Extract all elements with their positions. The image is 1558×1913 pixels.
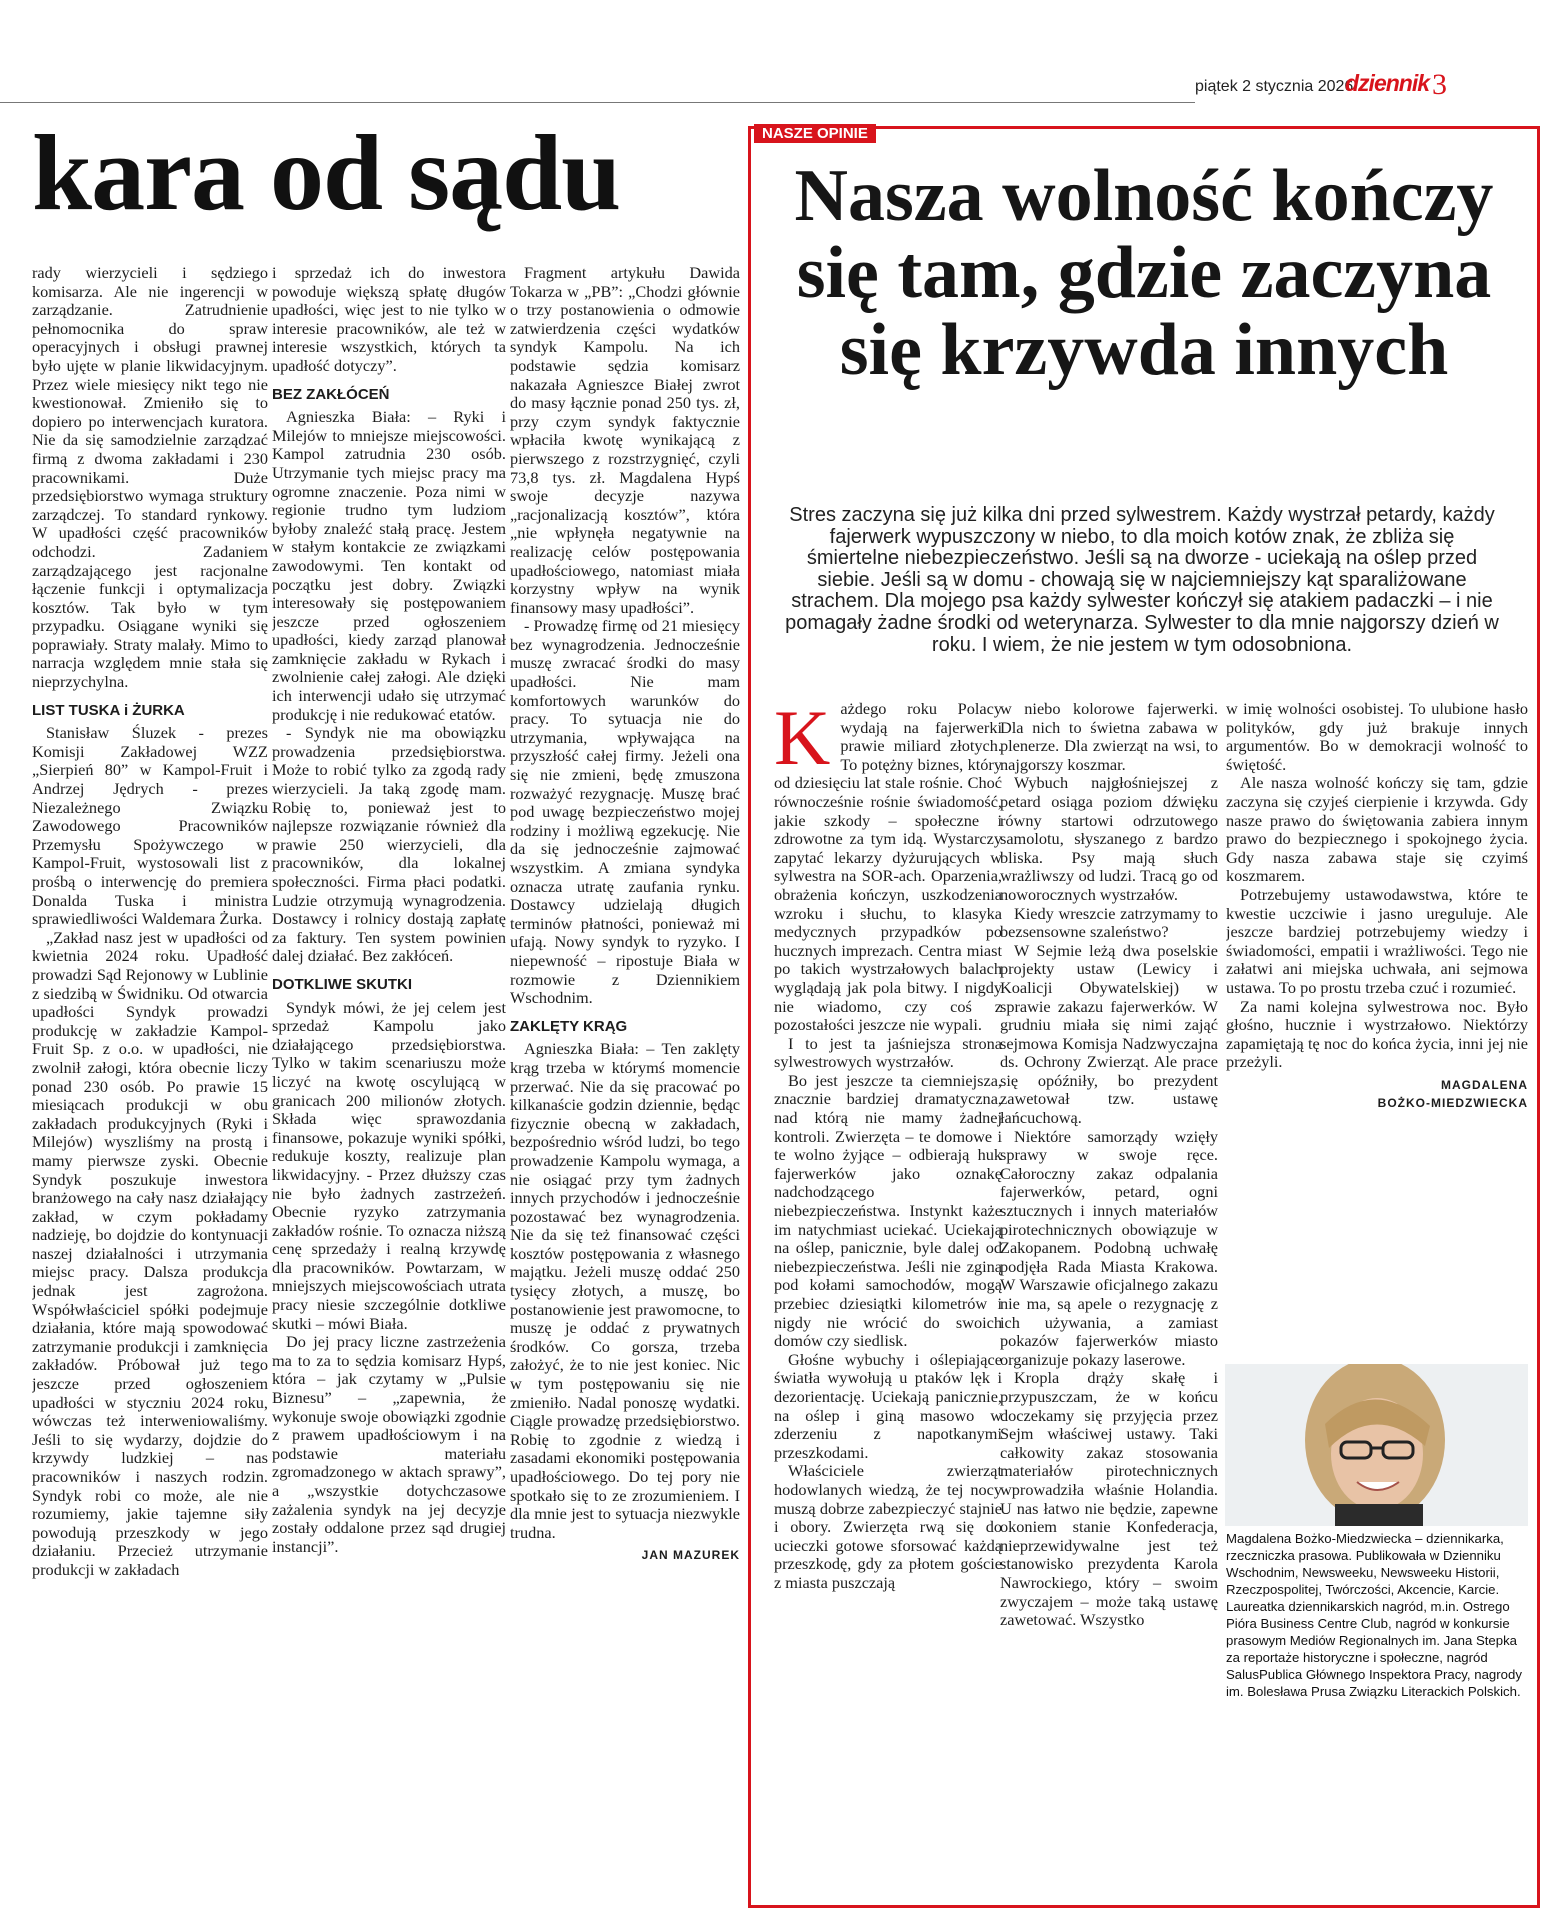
paragraph: Właściciele zwierząt hodowlanych wiedzą, że tej nocy muszą dobrze zabezpieczyć stajnie i obory. Zwierzęta rwą się do ucieczki gotowe sforsować każdą przeszkodę, gdy za płotem goście z miasta puszczają (774, 1461, 1002, 1592)
author-signature: JAN MAZUREK (641, 1548, 740, 1563)
paragraph: Wybuch najgłośniejszej z petard osiąga poziom dźwięku równy startowi odrzutowego samolotu, słyszanego z bardzo bliska. Psy mają słuch wrażliwszy od ludzi. Tracą go od noworocznych wystrzałów. (1000, 773, 1218, 904)
section-heading: ZAKLĘTY KRĄG (510, 1017, 628, 1035)
paragraph: Kiedy wreszcie zatrzymamy to bezsensowne szaleństwo? (1000, 903, 1218, 942)
paragraph: w niebo kolorowe fajerwerki. Dla nich to świetna zabawa w plenerze. Dla zwierząt na wsi, to najgorszy koszmar. (1000, 700, 1218, 774)
paragraph: Kropla drąży skałę i przypuszczam, że w końcu doczekamy się przyjęcia przez Sejm właściwej ustawy. Taki całkowity zakaz stosowania materiałów pirotechnicznych wprowadziła właśnie Holandia. U nas łatwo nie będzie, zapewne okoniem stanie Konfederacja, nieprzewidywalne jest też stanowisko prezydenta Karola Nawrockiego, który – swoim zwyczajem – może taką ustawę zawetować. Wszystko (1000, 1368, 1218, 1630)
paragraph: Ale nasza wolność kończy się tam, gdzie zaczyna się czyjeś cierpienie i krzywda. Gdy nasze prawo do świętowania zabiera innym prawo do bezpiecznego i spokojnego życia. Gdy nasza zabawa staje się czyimś koszmarem. (1226, 773, 1528, 886)
author-photo (1225, 1364, 1528, 1526)
paragraph: i sprzedaż ich do inwestora powoduje większą spłatę długów upadłości, więc jest to nie tylko w interesie pracowników, ale też w interesie wszystkich, których ta upadłość dotyczy”. (272, 264, 506, 375)
page-number: 3 (1432, 68, 1447, 101)
newspaper-logo: dziennik (1345, 70, 1430, 96)
paragraph: - Syndyk nie ma obowiązku prowadzenia przedsiębiorstwa. Może to robić tylko za zgodą rady wierzycieli. Ja taką zgodę mam. Robię to, ponieważ jest to najlepsze rozwiązanie również dla prawie 250 wierzycieli, dla pracowników, dla lokalnej społeczności. Firma płaci podatki. Ludzie otrzymują wynagrodzenia. Dostawcy i rolnicy dostają zapłatę za faktury. Ten system powinien dalej działać. Bez zakłóceń. (272, 723, 506, 966)
paragraph: Stanisław Śluzek - prezes Komisji Zakładowej WZZ „Sierpień 80” w Kampol-Fruit i Andrzej Jędrych - prezes Niezależnego Związku Zawodowego Pracowników Przemysłu Spożywczego w Kampol-Fruit, wystosowali list z prośbą o interwencję do premiera Donalda Tuska i ministra sprawiedliwości Waldemara Żurka. (32, 723, 268, 929)
section-heading: LIST TUSKA i ŻURKA (32, 701, 185, 719)
paragraph: Do jej pracy liczne zastrzeżenia ma to za to sędzia komisarz Hypś, która – jak czytamy w „Pulsie Biznesu” – „zapewnia, że wykonuje swoje obowiązki zgodnie z prawem upadłościowym i na podstawie materiału zgromadzonego w aktach sprawy”, a „wszystkie dotychczasowe zażalenia syndyk na jej decyzje zostały oddalone przez sąd drugiej instancji”. (272, 1332, 506, 1556)
header-rule (0, 102, 1195, 103)
left-article-column-2 (272, 264, 506, 1908)
left-article-column-3 (510, 264, 740, 1908)
paragraph: Bo jest jeszcze ta ciemniejsza, znacznie bardziej dramatyczna, nad którą nie mamy żadnej kontroli. Zwierzęta – te domowe i te wolno żyjące – odbierają huk fajerwerków jako oznakę nadchodzącego niebezpieczeństwa. Instynkt każe im natychmiast uciekać. Uciekają na oślep, panicznie, byle dalej od niebezpieczeństwa. Jeśli nie zginą pod kołami samochodów, mogą przebiec dziesiątki kilometrów i nigdy nie wrócić do swoich domów czy siedlisk. (774, 1070, 1002, 1351)
opinion-headline: Nasza wolność kończy się tam, gdzie zaczyna się krzywda innych (794, 155, 1494, 391)
paragraph (774, 700, 1002, 1035)
opinion-column-1 (774, 700, 1002, 1898)
paragraph: Potrzebujemy ustawodawstwa, które te kwestie uczciwie i jasno ureguluje. Ale jeszcze bardziej potrzebujemy wiedzy i świadomości, empatii i wrażliwości. Tego nie załatwi ani miejska uchwała, ani sejmowa ustawa. To po prostu trzeba czuć i rozumieć. (1226, 884, 1528, 997)
paragraph: Niektóre samorządy wzięły sprawy w swoje ręce. Całoroczny zakaz odpalania fajerwerków, petard, ogni sztucznych i innych materiałów pirotechnicznych obowiązuje w Zakopanem. Podobną uchwałę podjęła Rada Miasta Krakowa. W Warszawie oficjalnego zakazu nie ma, są apele o rezygnację z ich używania, a zamiast pokazów fajerwerków miasto organizuje pokazy laserowe. (1000, 1126, 1218, 1369)
author-name: MAGDALENA (1441, 1077, 1528, 1092)
paragraph: „Zakład nasz jest w upadłości od kwietnia 2024 roku. Upadłość prowadzi Sąd Rejonowy w Lublinie z siedzibą w Świdniku. Od otwarcia upadłości Syndyk prowadzi produkcję w zakładzie Kampol-Fruit Sp. z o.o. w upadłości, nie zwolnił załogi, która obecnie liczy ponad 230 osób. Po prawie 15 miesiącach produkcji w obu zakładach produkcyjnych (Ryki i Milejów) wyszliśmy na prostą i mamy pierwsze zyski. Obecnie Syndyk poszukuje inwestora branżowego na cały nasz działający zakład, w czym pokładamy nadzieję, bo dojdzie do kontynuacji naszej działalności i utrzymania miejsc pracy. Dalsza produkcja jednak jest zagrożona. Współwłaściciel spółki podejmuje działania, które mają spowodować zatrzymanie produkcji i zamknięcia zakładów. Próbował już tego jeszcze przed ogłoszeniem upadłości w styczniu 2024 roku, wówczas też interweniowaliśmy. Jeśli to się wydarzy, dojdzie do krzywdy ludzkiej – nas pracowników i naszych rodzin. Syndyk robi co może, ale nie rozumiemy, jakie tajemne siły powodują przeszkody w jego działaniu. Przecież utrzymanie produkcji w zakładach (32, 927, 268, 1579)
paragraph: Fragment artykułu Dawida Tokarza w „PB”: „Chodzi głównie o trzy postanowienia o odmowie zatwierdzenia części wydatków syndyk Kampolu. Na ich podstawie sędzia komisarz nakazała Agnieszce Białej zwrot do masy łącznie ponad 250 tys. zł, przy czym syndyk faktycznie wpłaciła kwotę wynikającą z pierwszego z rozstrzygnięć, czyli 73,8 tys. zł. Magdalena Hypś swoje decyzje nazywa „racjonalizacją kosztów”, która „nie wpłynęła negatywnie na realizację celów postępowania upadłościowego, natomiast miała korzystny wpływ na wynik finansowy masy upadłości”. (510, 264, 740, 617)
paragraph: w imię wolności osobistej. To ulubione hasło polityków, gdy już brakuje innych argumentów. Bo w demokracji wolność to świętość. (1226, 700, 1528, 774)
left-article-headline: kara od sądu (32, 114, 621, 233)
left-article-column-1 (32, 264, 268, 1908)
paragraph: Głośne wybuchy i oślepiające światła wywołują u ptaków lęk i dezorientację. Uciekają panicznie, na oślep i giną masowo w zderzeniu z napotkanymi przeszkodami. (774, 1349, 1002, 1462)
section-heading: BEZ ZAKŁÓCEŃ (272, 385, 390, 403)
paragraph: Agnieszka Biała: – Ryki i Milejów to mniejsze miejscowości. Kampol zatrudnia 230 osób. Utrzymanie tych miejsc pracy ma ogromne znaczenie. Poza nimi w regionie trudno tym ludziom byłoby znaleźć stałą pracę. Jestem w stałym kontakcie ze związkami zawodowymi. Ten kontakt od początku jest dobry. Związki interesowały się postępowaniem jeszcze przed ogłoszeniem upadłości, kiedy zarząd planował zamknięcie zakładu w Rykach i zwolnienie całej załogi. Ale dzięki ich interwencji udało się utrzymać produkcję i nie redukować etatów. (272, 407, 506, 724)
section-badge: NASZE OPINIE (754, 124, 876, 143)
paragraph: I to jest ta jaśniejsza strona sylwestrowych wystrzałów. (774, 1033, 1002, 1072)
author-portrait-image (1225, 1364, 1528, 1526)
paragraph: Agnieszka Biała: – Ten zaklęty krąg trzeba w którymś momencie przerwać. Nie da się pracować po kilkanaście godzin dziennie, będąc fizycznie obecną w zakładach, bezpośrednio wśród ludzi, bo tego prowadzenie Kampolu wymaga, a nie osiągać przy tym żadnych innych przychodów i jednocześnie pozostawać bez wynagrodzenia. Nie da się też finansować części kosztów postępowania z własnego majątku. Jeżeli muszę oddać 250 tysięcy złotych, a muszę, bo postanowienie jest prawomocne, to muszę je oddać z prywatnych środków. Co gorsza, trzeba założyć, że to nie jest koniec. Nic w tym postępowaniu się nie zmieniło. Nadal ponoszę wydatki. Ciągle prowadzę przedsiębiorstwo. Robię to zgodnie z wiedzą i zasadami ekonomiki postępowania upadłościowego. Do tej pory nie spotkało się to ze zrozumieniem. I dla mnie jest to sytuacja niezwykle trudna. (510, 1039, 740, 1542)
paragraph: Syndyk mówi, że jej celem jest sprzedaż Kampolu jako działającego przedsiębiorstwa. Tylko w takim scenariuszu może liczyć na kwotę oscylującą w granicach 200 milionów złotych. Składa więc sprawozdania finansowe, pokazuje wyniki spółki, redukuje koszty, realizuje plan likwidacyjny. - Przez dłuższy czas nie było żadnych zastrzeżeń. Obecnie ryzyko zatrzymania zakładów rośnie. To oznacza niższą cenę sprzedaży i realną krzywdę dla pracowników. Powtarzam, w mniejszych miejscowościach utrata pracy niesie szczególnie dotkliwe skutki – mówi Biała. (272, 997, 506, 1333)
drop-cap: K (774, 700, 831, 781)
author-bio: Magdalena Bożko-Miedzwiecka – dziennikarka, rzeczniczka prasowa. Publikowała w Dzienniku Wschodnim, Newsweeku, Newsweeku Historii, Rzeczpospolitej, Twórczości, Akcencie, Karcie. Laureatka dziennikarskich nagród, m.in. Ostrego Pióra Business Centre Club, nagród w konkursie prasowym Mediów Regionalnych im. Jana Stepka za reportaże historyczne i społeczne, nagród SalusPublica Głównego Inspektora Pracy, nagrody im. Bolesława Prusa Związku Literackich Polskich. (1226, 1531, 1522, 1699)
section-heading: DOTKLIWE SKUTKI (272, 975, 412, 993)
opinion-column-3 (1226, 700, 1528, 1360)
opinion-lead: Stres zaczyna się już kilka dni przed sylwestrem. Każdy wystrzał petardy, każdy fajerwerk wypuszczony w niebo, to dla moich kotów znak, że zbliża się śmiertelne niebezpieczeństwo. Jeśli są na dworze - uciekają na oślep przed siebie. Jeśli są w domu - chowają się w najciemniejszy kąt sparaliżowane strachem. Dla mojego psa każdy sylwester kończył się atakiem padaczki – i nie pomagały żadne środki od weterynarza. Sylwester to dla mnie najgorszy dzień w roku. I wiem, że nie jestem w tym odosobniona. (785, 504, 1499, 656)
paragraph: rady wierzycieli i sędziego komisarza. Ale nie ingerencji w zarządzanie. Zatrudnienie pełnomocnika do spraw operacyjnych i obsługi prawnej było ujęte w planie likwidacyjnym. Przez wiele miesięcy nikt tego nie kwestionował. Zmieniło się to dopiero po interwencjach kuratora. Nie da się samodzielnie zarządzać firmą z dwoma zakładami i 230 pracownikami. Duże przedsiębiorstwo wymaga struktury zarządczej. To standard rynkowy. W upadłości część pracowników odchodzi. Zadaniem zarządzającego jest racjonalne łączenie funkcji i optymalizacja kosztów. Tak było w tym przypadku. Osiągane wyniki się poprawiały. Straty malały. Mimo to narracja względem mnie stała się nieprzychylna. (32, 264, 268, 692)
opinion-column-2 (1000, 700, 1218, 1898)
issue-date: piątek 2 stycznia 2026 (1195, 78, 1354, 95)
paragraph: W Sejmie leżą dwa poselskie projekty ustaw (Lewicy i Koalicji Obywatelskiej) w sprawie zakazu fajerwerków. W grudniu miała się nimi zająć sejmowa Komisja Nadzwyczajna ds. Ochrony Zwierząt. Ale prace się opóźniły, bo prezydent zawetował tzw. ustawę łańcuchową. (1000, 940, 1218, 1128)
author-surname: BOŻKO-MIEDZWIECKA (1377, 1096, 1528, 1111)
paragraph: Za nami kolejna sylwestrowa noc. Było głośno, hucznie i wystrzałowo. Niektórzy zapamiętają tę noc do końca życia, inni jej nie przeżyli. (1226, 996, 1528, 1072)
paragraph-text: ażdego roku Polacy wydają na fajerwerki prawie miliard złotych. To potężny biznes, który od dziesięciu lat stale rośnie. Choć równocześnie rośnie świadomość, jakie szkody – społeczne i zdrowotne za tym idą. Wystarczy zapytać lekarzy dyżurujących w sylwestra na SOR-ach. Oparzenia, obrażenia kończyn, uszkodzenia wzroku i słuchu, to klasyka medycznych przypadków po hucznych imprezach. Centra miast po takich wystrzałowych balach wyglądają jak pola bitwy. I nigdy nie wiadomo, czy coś z pozostałości jeszcze nie wypali. (774, 700, 1002, 1035)
paragraph: - Prowadzę firmę od 21 miesięcy bez wynagrodzenia. Jednocześnie muszę zwracać środki do masy upadłości. Nie mam komfortowych warunków do pracy. To sytuacja nie do utrzymania, wpływająca na przyszłość całej firmy. Jeżeli ona się nie zmieni, będę zmuszona rozważyć rezygnację. Muszę brać pod uwagę bezpieczeństwo mojej rodziny i możliwą egzekucję. Nie da się jednocześnie zajmować wszystkim. A zmiana syndyka oznacza utratę zaufania rynku. Dostawcy udzielają długich terminów płatności, ponieważ mi ufają. Nowy syndyk to ryzyko. I niepewność – ripostuje Biała w rozmowie z Dziennikiem Wschodnim. (510, 616, 740, 1008)
